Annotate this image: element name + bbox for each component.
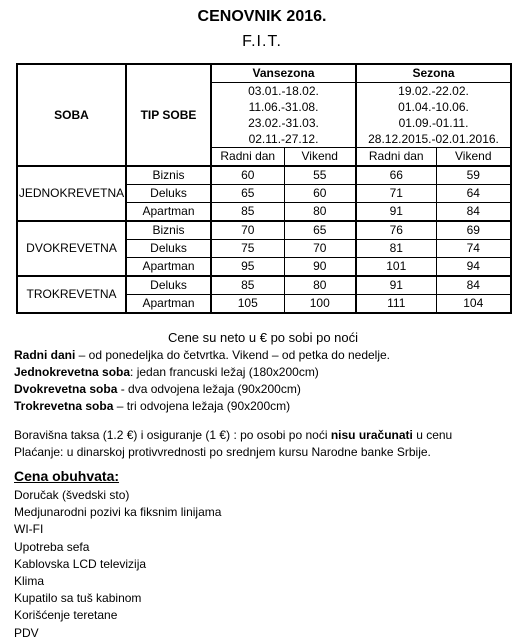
note-text: : jedan francuski ležaj (180x200cm)	[130, 365, 319, 379]
header-vansezona: Vansezona	[211, 64, 356, 83]
price-cell: 65	[211, 185, 284, 203]
price-cell: 91	[356, 276, 436, 295]
note-label: Trokrevetna soba	[14, 399, 114, 413]
price-table	[16, 63, 512, 314]
vansezona-dates	[211, 83, 356, 148]
price-cell: 76	[356, 221, 436, 240]
room-group-label: JEDNOKREVETNA	[17, 166, 126, 221]
note-label: Jednokrevetna soba	[14, 365, 131, 379]
note-text: – od ponedeljka do četvrtka. Vikend – od petka do nedelje.	[75, 348, 391, 362]
price-cell: 70	[284, 240, 356, 258]
room-type: Deluks	[126, 185, 211, 203]
includes-section	[14, 467, 221, 642]
price-cell: 71	[356, 185, 436, 203]
subheader-radni-dan: Radni dan	[356, 148, 436, 167]
date-range: 01.09.-01.11.	[398, 116, 469, 130]
note-label: Radni dani	[14, 348, 76, 362]
list-item: WI-FI	[14, 522, 44, 537]
includes-list	[14, 487, 221, 642]
price-cell: 70	[211, 221, 284, 240]
room-type: Apartman	[126, 258, 211, 277]
price-cell: 101	[356, 258, 436, 277]
price-cell: 55	[284, 166, 356, 185]
price-cell: 81	[356, 240, 436, 258]
note-line	[14, 398, 514, 415]
list-item: Medjunarodni pozivi ka fiksnim linijama	[14, 505, 222, 520]
list-item: Doručak (švedski sto)	[14, 488, 130, 502]
price-cell: 75	[211, 240, 284, 258]
room-type: Apartman	[126, 295, 211, 314]
header-sezona: Sezona	[356, 64, 511, 83]
note-line	[14, 347, 514, 364]
note-emphasis: nisu uračunati	[330, 428, 413, 442]
note-text: – tri odvojena ležaja (90x200cm)	[113, 399, 291, 413]
note-label: Dvokrevetna soba	[14, 382, 118, 396]
list-item: Upotreba sefa	[14, 539, 90, 554]
price-cell: 105	[211, 295, 284, 314]
price-cell: 91	[356, 203, 436, 222]
price-cell: 59	[436, 166, 511, 185]
note-line	[14, 427, 514, 444]
list-item: Kupatilo sa tuš kabinom	[14, 591, 142, 606]
page-subtitle: F.I.T.	[242, 33, 282, 50]
price-cell: 65	[284, 221, 356, 240]
page-title: CENOVNIK 2016.	[197, 8, 327, 25]
subheader-vikend: Vikend	[284, 148, 356, 167]
date-range: 28.12.2015.-02.01.2016.	[368, 132, 499, 146]
price-cell: 60	[211, 166, 284, 185]
room-type: Biznis	[126, 221, 211, 240]
price-cell: 94	[436, 258, 511, 277]
note-line	[14, 364, 514, 381]
price-cell: 69	[436, 221, 511, 240]
price-cell: 84	[436, 276, 511, 295]
room-group-label: DVOKREVETNA	[17, 221, 126, 276]
room-group-label: TROKREVETNA	[17, 276, 126, 313]
price-cell: 80	[284, 203, 356, 222]
header-soba: SOBA	[17, 64, 126, 166]
price-cell: 84	[436, 203, 511, 222]
note-text: - dva odvojena ležaja (90x200cm)	[117, 382, 301, 396]
price-cell: 74	[436, 240, 511, 258]
note-text: u cenu	[412, 428, 453, 442]
sezona-dates	[356, 83, 511, 148]
price-cell: 80	[284, 276, 356, 295]
price-cell: 104	[436, 295, 511, 314]
table-row	[17, 276, 511, 295]
price-cell: 100	[284, 295, 356, 314]
price-cell: 60	[284, 185, 356, 203]
room-type: Deluks	[126, 240, 211, 258]
includes-heading: Cena obuhvata:	[14, 468, 120, 484]
list-item: Klima	[14, 574, 45, 589]
date-range: 02.11.-27.12.	[248, 132, 319, 146]
table-row	[17, 166, 511, 185]
date-range: 11.06.-31.08.	[248, 100, 319, 114]
date-range: 03.01.-18.02.	[248, 84, 319, 98]
room-type: Deluks	[126, 276, 211, 295]
price-cell: 85	[211, 203, 284, 222]
price-cell: 66	[356, 166, 436, 185]
list-item: PDV	[14, 625, 39, 640]
notes-section	[14, 347, 514, 461]
price-cell: 95	[211, 258, 284, 277]
room-type: Apartman	[126, 203, 211, 222]
price-cell: 85	[211, 276, 284, 295]
price-cell: 90	[284, 258, 356, 277]
table-row	[17, 221, 511, 240]
subheader-vikend: Vikend	[436, 148, 511, 167]
subheader-radni-dan: Radni dan	[211, 148, 284, 167]
price-caption: Cene su neto u € po sobi po noći	[167, 330, 359, 345]
date-range: 01.04.-10.06.	[398, 100, 469, 114]
list-item: Kablovska LCD televizija	[14, 556, 147, 571]
date-range: 19.02.-22.02.	[398, 84, 469, 98]
note-line: Plaćanje: u dinarskoj protivvrednosti po srednjem kursu Narodne banke Srbije.	[14, 445, 431, 459]
date-range: 23.02.-31.03.	[248, 116, 319, 130]
price-cell: 64	[436, 185, 511, 203]
note-line	[14, 381, 514, 398]
room-type: Biznis	[126, 166, 211, 185]
list-item: Korišćenje teretane	[14, 608, 118, 623]
note-text: Boravišna taksa (1.2 €) i osiguranje (1 €) : po osobi po noći	[14, 428, 331, 442]
header-tip-sobe: TIP SOBE	[126, 64, 211, 166]
price-cell: 111	[356, 295, 436, 314]
